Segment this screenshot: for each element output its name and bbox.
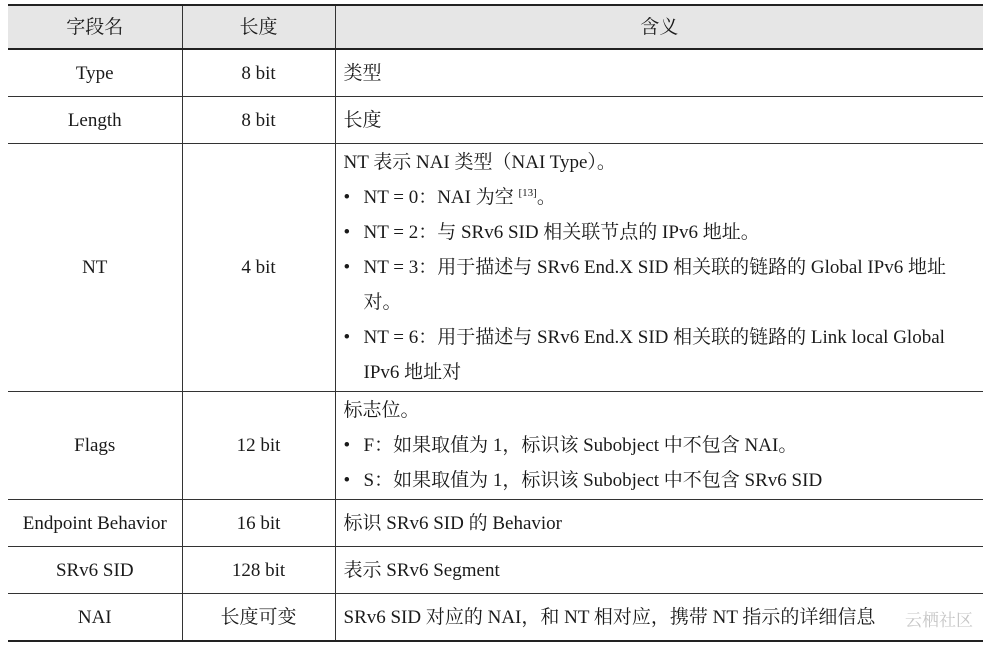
bullet-icon: •	[343, 327, 351, 348]
bullet-item	[344, 215, 976, 250]
bullet-text: F：如果取值为 1，标识该 Subobject 中不包含 NAI。	[363, 435, 798, 456]
table-row	[8, 500, 983, 547]
cell-meaning	[335, 547, 983, 594]
watermark-text: 云栖社区	[905, 611, 973, 631]
meaning-line: 类型	[343, 62, 382, 84]
table-header-row	[8, 5, 983, 49]
cell-length: 12 bit	[182, 392, 335, 500]
bullet-item	[344, 180, 976, 215]
bullet-icon: •	[343, 435, 351, 456]
bullet-tail: 。	[536, 187, 556, 208]
bullet-text: NT = 3：用于描述与 SRv6 End.X SID 相关联的链路的 Global IPv6 地址对。	[363, 257, 946, 313]
cell-field-name: Length	[8, 97, 182, 144]
meaning-line: NT 表示 NAI 类型（NAI Type）。	[343, 152, 616, 173]
cell-meaning	[335, 500, 983, 547]
cell-length: 16 bit	[182, 500, 335, 547]
field-table	[8, 4, 983, 642]
meaning-line: SRv6 SID 对应的 NAI，和 NT 相对应，携带 NT 指示的详细信息	[343, 606, 876, 628]
bullet-item	[344, 320, 976, 390]
bullet-text: NT = 2：与 SRv6 SID 相关联节点的 IPv6 地址。	[363, 222, 760, 243]
citation-ref: [13]	[518, 187, 537, 199]
cell-meaning	[335, 97, 983, 144]
cell-meaning	[335, 144, 983, 392]
bullet-text: NT = 0：NAI 为空	[363, 187, 514, 208]
bullet-icon: •	[343, 187, 351, 208]
cell-field-name: NAI	[8, 594, 182, 642]
table-row	[8, 97, 983, 144]
table-row	[8, 144, 983, 392]
table-row	[8, 49, 983, 97]
cell-field-name: SRv6 SID	[8, 547, 182, 594]
table-row	[8, 547, 983, 594]
meaning-line: 标识 SRv6 SID 的 Behavior	[343, 512, 563, 534]
cell-length: 长度可变	[182, 594, 335, 642]
cell-length: 128 bit	[182, 547, 335, 594]
cell-length: 8 bit	[182, 49, 335, 97]
bullet-icon: •	[343, 470, 351, 491]
cell-length: 4 bit	[182, 144, 335, 392]
cell-meaning	[335, 392, 983, 500]
table-row	[8, 594, 983, 642]
cell-meaning	[335, 594, 983, 642]
bullet-text: S：如果取值为 1，标识该 Subobject 中不包含 SRv6 SID	[363, 470, 823, 491]
cell-meaning	[335, 49, 983, 97]
bullet-item	[344, 463, 976, 498]
meaning-line: 长度	[343, 109, 382, 131]
bullet-item	[344, 428, 976, 463]
header-field-name: 字段名	[8, 5, 182, 49]
cell-field-name: Endpoint Behavior	[8, 500, 182, 547]
table-row	[8, 392, 983, 500]
meaning-line: 标志位。	[343, 400, 420, 421]
field-table-container	[8, 4, 983, 642]
bullet-text: NT = 6：用于描述与 SRv6 End.X SID 相关联的链路的 Link local Global IPv6 地址对	[363, 327, 945, 383]
header-length: 长度	[182, 5, 335, 49]
cell-field-name: Flags	[8, 392, 182, 500]
meaning-line: 表示 SRv6 Segment	[343, 559, 500, 581]
bullet-icon: •	[343, 222, 351, 243]
bullet-item	[344, 250, 976, 320]
cell-field-name: NT	[8, 144, 182, 392]
header-meaning: 含义	[335, 5, 983, 49]
cell-length: 8 bit	[182, 97, 335, 144]
cell-field-name: Type	[8, 49, 182, 97]
bullet-icon: •	[343, 257, 351, 278]
